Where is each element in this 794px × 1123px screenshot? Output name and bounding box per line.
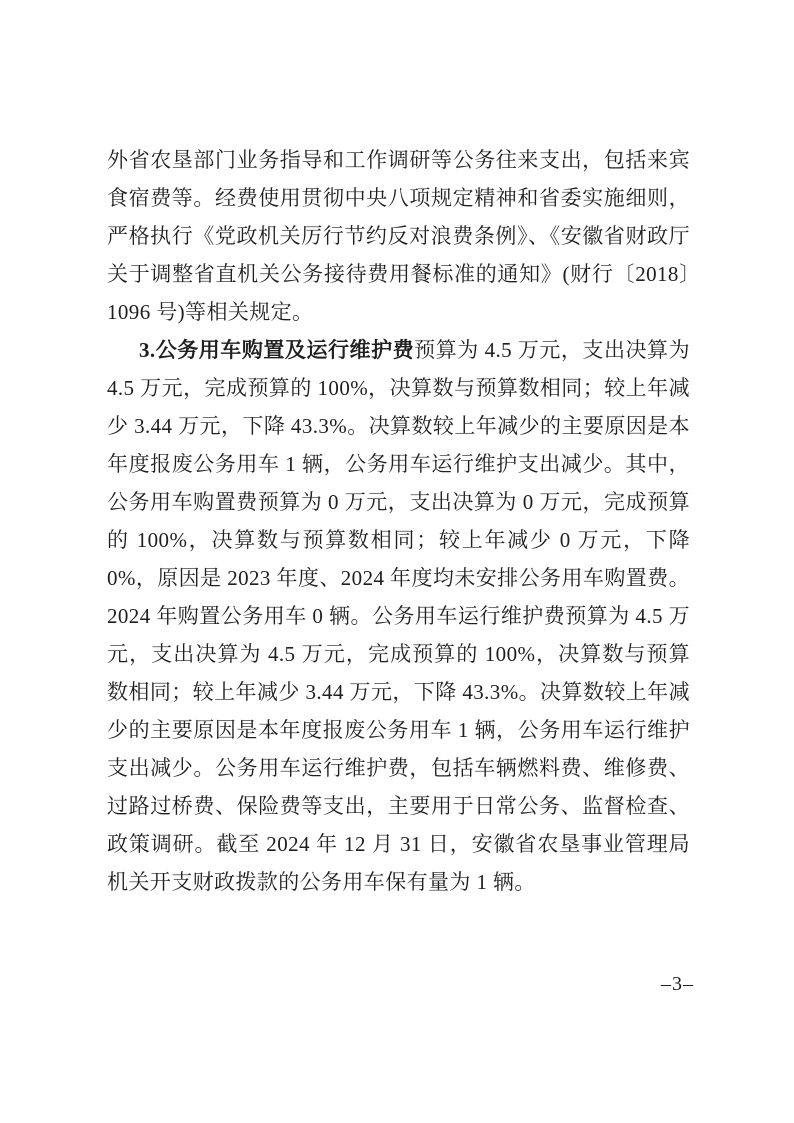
paragraph-reception-expense-rules xyxy=(107,141,690,331)
paragraph-vehicle-expense xyxy=(107,331,690,901)
page-number: –3– xyxy=(661,973,694,995)
paragraph-text: 预算为 4.5 万元，支出决算为 4.5 万元，完成预算的 100%，决算数与预算数相同；较上年减少 3.44 万元，下降 43.3%。决算数较上年减少的主要原因是本年度报废公务用车 1 辆，公务用车运行维护支出减少。其中，公务用车购置费预算为 0 万元，支出决算为 0 万元，完成预算的 100%，决算数与预算数相同；较上年减少 0 万元，下降 0%，原因是 2023 年度、2024 年度均未安排公务用车购置费。2024 年购置公务用车 0 辆。公务用车运行维护费预算为 4.5 万元，支出决算为 4.5 万元，完成预算的 100%，决算数与预算数相同；较上年减少 3.44 万元，下降 43.3%。决算数较上年减少的主要原因是本年度报废公务用车 1 辆，公务用车运行维护支出减少。公务用车运行维护费，包括车辆燃料费、维修费、过路过桥费、保险费等支出，主要用于日常公务、监督检查、政策调研。截至 2024 年 12 月 31 日，安徽省农垦事业管理局机关开支财政拨款的公务用车保有量为 1 辆。 xyxy=(107,338,690,894)
paragraph-text: 外省农垦部门业务指导和工作调研等公务往来支出，包括来宾食宿费等。经费使用贯彻中央八项规定精神和省委实施细则，严格执行《党政机关厉行节约反对浪费条例》、《安徽省财政厅关于调整省直机关公务接待费用餐标准的通知》(财行〔2018〕1096 号)等相关规定。 xyxy=(107,148,690,324)
paragraph-bold-lead: 3.公务用车购置及运行维护费 xyxy=(139,338,415,362)
document-body xyxy=(107,141,690,901)
